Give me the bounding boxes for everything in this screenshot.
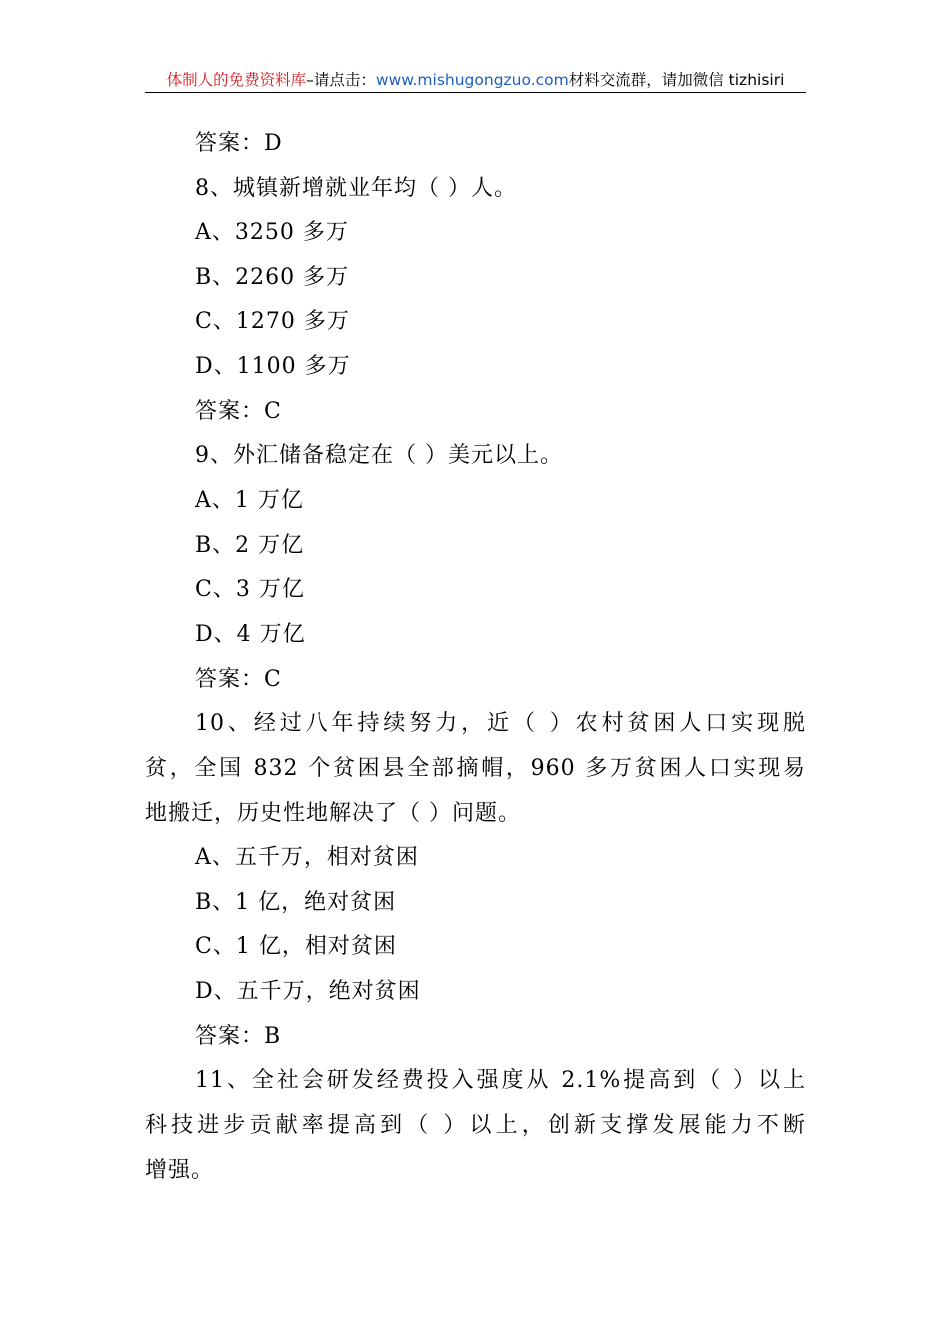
question-9: 9、外汇储备稳定在（ ）美元以上。 (195, 443, 563, 468)
question-11-line-1: 11、全社会研发经费投入强度从 2.1%提高到（ ）以上 (195, 1068, 806, 1093)
answer-q9: 答案：C (195, 667, 282, 692)
q9-option-d: D、4 万亿 (195, 622, 306, 647)
answer-q7: 答案：D (195, 131, 283, 156)
q8-option-c: C、1270 多万 (195, 309, 350, 334)
answer-q10: 答案：B (195, 1024, 282, 1049)
answer-q8: 答案：C (195, 399, 282, 424)
q9-option-b: B、2 万亿 (195, 533, 305, 558)
q8-option-d: D、1100 多万 (195, 354, 351, 379)
question-11-line-3: 增强。 (145, 1158, 215, 1183)
question-8: 8、城镇新增就业年均（ ）人。 (195, 176, 517, 201)
header-note: 材料交流群，请加微信 tizhisiri (568, 71, 785, 89)
question-10-line-3: 地搬迁，历史性地解决了（ ）问题。 (145, 801, 521, 826)
page-header (145, 68, 806, 93)
question-10-line-1: 10、经过八年持续努力，近（ ）农村贫困人口实现脱 (195, 711, 806, 736)
q10-option-d: D、五千万，绝对贫困 (195, 979, 421, 1004)
header-url-link[interactable]: www.mishugongzuo.com (375, 71, 569, 89)
q8-option-b: B、2260 多万 (195, 265, 350, 290)
q10-option-a: A、五千万，相对贫困 (195, 845, 419, 870)
q9-option-c: C、3 万亿 (195, 577, 305, 602)
q8-option-a: A、3250 多万 (195, 220, 349, 245)
header-brand: 体制人的免费资料库 (166, 71, 307, 89)
q10-option-c: C、1 亿，相对贫困 (195, 934, 397, 959)
question-11-line-2: 科技进步贡献率提高到（ ）以上，创新支撑发展能力不断 (145, 1113, 806, 1138)
question-10-line-2: 贫，全国 832 个贫困县全部摘帽，960 多万贫困人口实现易 (145, 756, 806, 781)
header-prompt: –请点击： (306, 71, 376, 89)
q10-option-b: B、1 亿，绝对贫困 (195, 890, 397, 915)
q9-option-a: A、1 万亿 (195, 488, 304, 513)
